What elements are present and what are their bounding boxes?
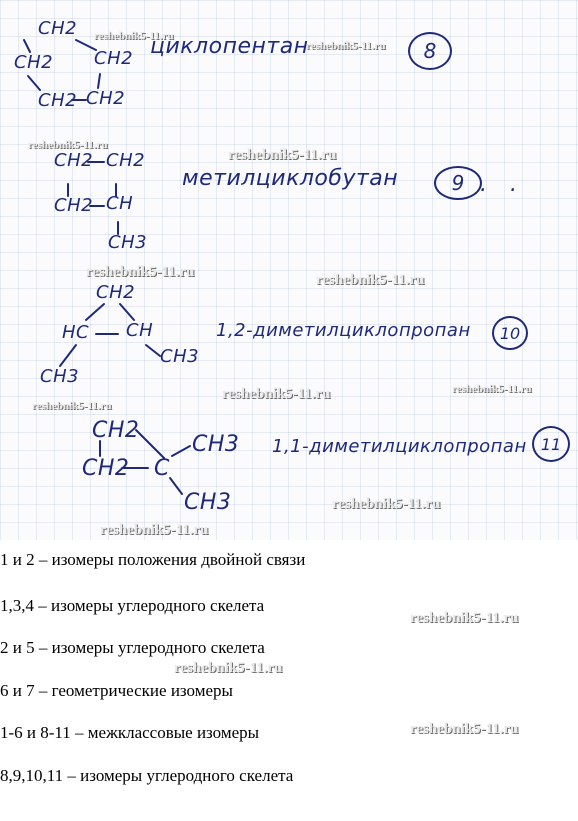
answer-line: 6 и 7 – геометрические изомеры	[0, 681, 233, 700]
watermark: reshebnik5-11.ru	[410, 610, 519, 626]
compound-name: 1,2-диметилциклопропан	[216, 320, 471, 341]
atom-label: CH3	[108, 232, 148, 253]
compound-name: циклопентан	[150, 34, 309, 59]
compound-name: метилциклобутан	[182, 166, 399, 191]
atom-label: CH	[106, 193, 134, 214]
watermark: reshebnik5-11.ru	[86, 264, 195, 280]
atom-label: CH	[126, 320, 154, 341]
atom-label: CH3	[40, 366, 80, 387]
answer-line: 1,3,4 – изомеры углеродного скелета	[0, 596, 265, 615]
compound-number: 10	[492, 316, 528, 350]
watermark: reshebnik5-11.ru	[306, 40, 386, 52]
watermark: reshebnik5-11.ru	[32, 400, 112, 412]
pen-mark: .	[480, 172, 488, 197]
atom-label: CH3	[192, 432, 240, 457]
compound-number: 8	[408, 32, 452, 70]
answer-line: 8,9,10,11 – изомеры углеродного скелета	[0, 766, 294, 785]
compound-number: 9	[434, 166, 482, 200]
atom-label: CH2	[96, 282, 136, 303]
watermark: reshebnik5-11.ru	[452, 383, 532, 395]
answer-line: 1-6 и 8-11 – межклассовые изомеры	[0, 723, 260, 742]
compound-number: 11	[532, 426, 570, 462]
watermark: reshebnik5-11.ru	[100, 522, 209, 538]
watermark: reshebnik5-11.ru	[228, 147, 337, 163]
atom-label: CH2	[94, 48, 134, 69]
atom-label: CH2	[86, 88, 126, 109]
watermark: reshebnik5-11.ru	[332, 496, 441, 512]
watermark: reshebnik5-11.ru	[174, 660, 283, 676]
answer-line: 1 и 2 – изомеры положения двойной связи	[0, 550, 306, 569]
atom-label: HC	[62, 322, 90, 343]
atom-label: CH2	[54, 195, 94, 216]
watermark: reshebnik5-11.ru	[222, 386, 331, 402]
watermark: reshebnik5-11.ru	[94, 30, 174, 42]
watermark: reshebnik5-11.ru	[28, 139, 108, 151]
atom-label: CH2	[38, 18, 78, 39]
watermark: reshebnik5-11.ru	[316, 272, 425, 288]
compound-name: 1,1-диметилциклопропан	[272, 436, 527, 457]
atom-label: CH2	[14, 52, 54, 73]
answer-line: 2 и 5 – изомеры углеродного скелета	[0, 638, 265, 657]
atom-label: C	[154, 456, 170, 481]
atom-label: CH2	[82, 456, 130, 481]
atom-label: CH2	[54, 150, 94, 171]
atom-label: CH3	[160, 346, 200, 367]
atom-label: CH2	[38, 90, 78, 111]
atom-label: CH3	[184, 490, 232, 515]
watermark: reshebnik5-11.ru	[410, 721, 519, 737]
atom-label: CH2	[92, 418, 140, 443]
pen-mark: .	[510, 172, 518, 197]
atom-label: CH2	[106, 150, 146, 171]
